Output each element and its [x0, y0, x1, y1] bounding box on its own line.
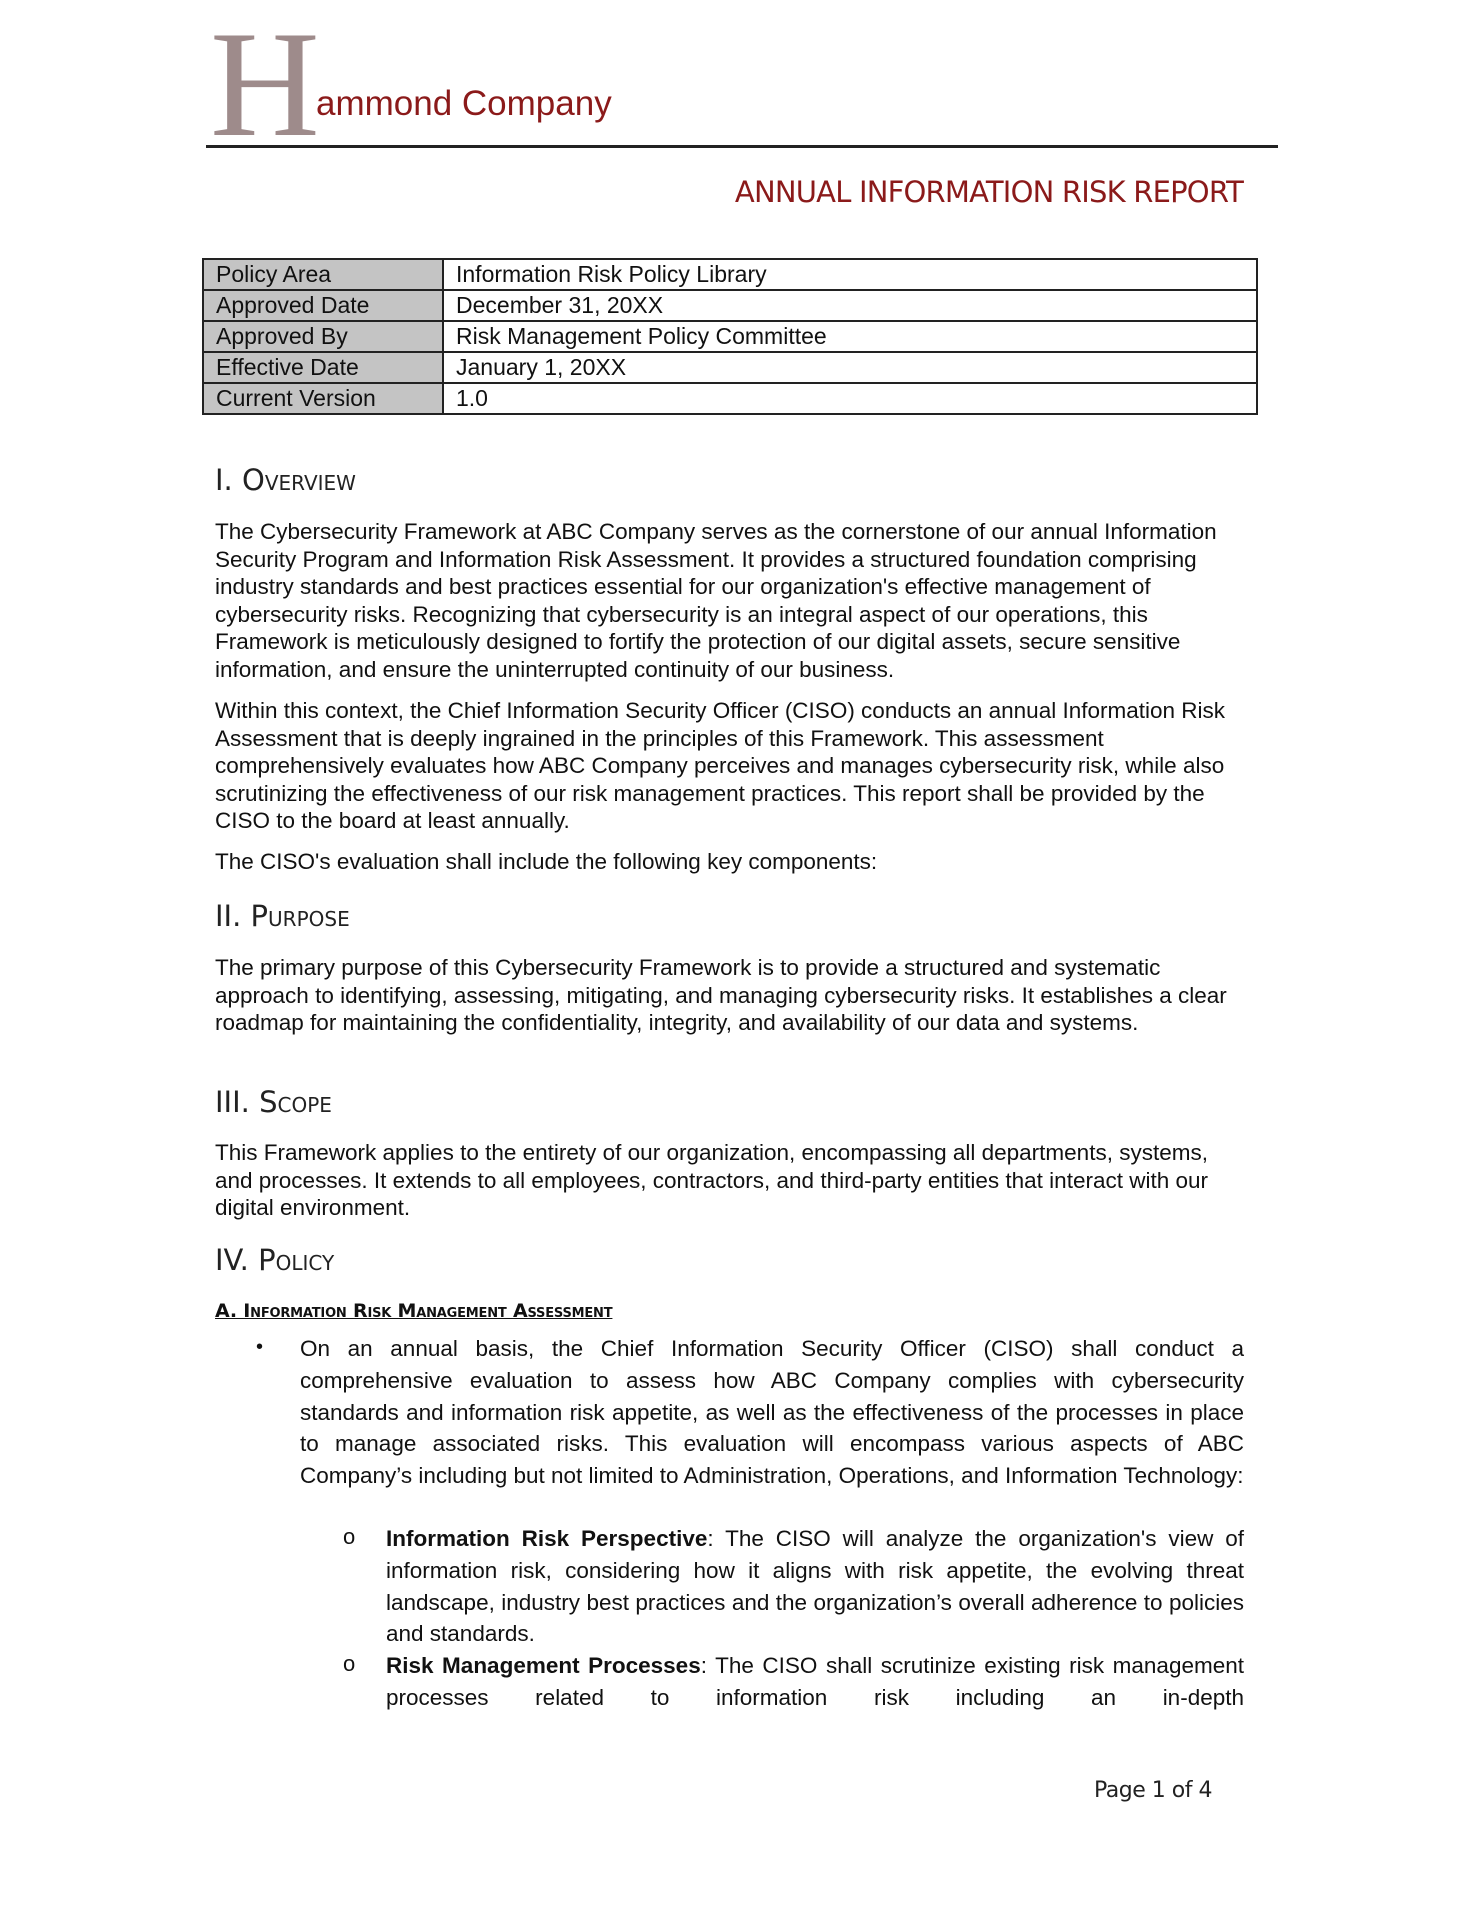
table-row — [203, 290, 1257, 321]
section-title: Policy — [258, 1243, 335, 1277]
overview-paragraph-1: The Cybersecurity Framework at ABC Company serves as the cornerstone of our annual Information Security Program and Information Risk Assessment. It provides a structured foundation comprising industry standards and best practices essential for our organization's effective management of cybersecurity risks. Recognizing that cybersecurity is an integral aspect of our operations, this Framework is meticulously designed to fortify the protection of our digital assets, secure sensitive information, and ensure the uninterrupted continuity of our business. — [215, 519, 1217, 682]
page-number: Page 1 of 4 — [1094, 1778, 1212, 1803]
sub-item-term: Risk Management Processes — [386, 1653, 701, 1678]
sub-item-marker: o — [343, 1524, 356, 1549]
section-number: I. — [215, 463, 233, 497]
sub-item-term: Information Risk Perspective — [386, 1526, 708, 1551]
meta-value: 1.0 — [443, 383, 1257, 414]
section-number: IV. — [215, 1243, 249, 1277]
sub-item-text: : The CISO will analyze the organization's view of information risk, considering how it aligns with risk appetite, the evolving threat landscape, industry best practices and the organization’s overall adherence to policies and standards. — [386, 1526, 1244, 1647]
bullet-marker: • — [256, 1336, 264, 1358]
logo-company-name: ammond Company — [316, 84, 612, 123]
meta-value: January 1, 20XX — [443, 352, 1257, 383]
section-title: Overview — [242, 463, 356, 497]
section-heading-overview — [215, 460, 1245, 500]
section-number: III. — [215, 1085, 250, 1119]
policy-bullet-text: On an annual basis, the Chief Information Security Officer (CISO) shall conduct a comprehensive evaluation to assess how ABC Company complies with cybersecurity standards and information risk appetite, as well as the effectiveness of the processes in place to manage associated risks. This evaluation will encompass various aspects of ABC Company’s including but not limited to Administration, Operations, and Information Technology: — [300, 1336, 1244, 1489]
overview-paragraph-2: Within this context, the Chief Information Security Officer (CISO) conducts an annual Information Risk Assessment that is deeply ingrained in the principles of this Framework. This assessment comprehensively evaluates how ABC Company perceives and manages cybersecurity risk, while also scrutinizing the effectiveness of our risk management practices. This report shall be provided by the CISO to the board at least annually. — [215, 698, 1226, 834]
section-title: Purpose — [250, 899, 350, 933]
policy-bullet — [300, 1333, 1244, 1492]
header-divider — [206, 145, 1278, 148]
sub-item-risk-management-processes — [386, 1650, 1244, 1714]
scope-paragraph: This Framework applies to the entirety of our organization, encompassing all departments, systems, and processes. It extends to all employees, contractors, and third-party entities that interact with our digital environment. — [215, 1140, 1208, 1221]
table-row — [203, 352, 1257, 383]
purpose-paragraph: The primary purpose of this Cybersecurity Framework is to provide a structured and systematic approach to identifying, assessing, mitigating, and managing cybersecurity risks. It establishes a clear roadmap for maintaining the confidentiality, integrity, and availability of our data and systems. — [215, 955, 1227, 1036]
meta-label: Effective Date — [203, 352, 443, 383]
sub-item-marker: o — [343, 1651, 356, 1676]
subsection-heading: A. Information Risk Management Assessment — [215, 1300, 613, 1322]
report-title: ANNUAL INFORMATION RISK REPORT — [734, 175, 1243, 209]
section-heading-scope — [215, 1082, 1245, 1122]
sub-item-information-risk-perspective — [386, 1523, 1244, 1650]
table-row — [203, 383, 1257, 414]
meta-value: December 31, 20XX — [443, 290, 1257, 321]
table-row — [203, 259, 1257, 290]
meta-label: Current Version — [203, 383, 443, 414]
section-number: II. — [215, 899, 242, 933]
sub-item-text: : The CISO shall scrutinize existing risk management processes related to information risk including an in-depth — [386, 1653, 1244, 1710]
section-title: Scope — [259, 1085, 332, 1119]
meta-label: Approved By — [203, 321, 443, 352]
policy-metadata-table — [202, 258, 1258, 415]
overview-paragraph-3: The CISO's evaluation shall include the following key components: — [215, 849, 878, 874]
table-row — [203, 321, 1257, 352]
section-heading-policy — [215, 1240, 1245, 1280]
meta-label: Policy Area — [203, 259, 443, 290]
section-heading-purpose — [215, 896, 1245, 936]
meta-value: Risk Management Policy Committee — [443, 321, 1257, 352]
logo-initial: H — [210, 0, 320, 168]
meta-value: Information Risk Policy Library — [443, 259, 1257, 290]
meta-label: Approved Date — [203, 290, 443, 321]
